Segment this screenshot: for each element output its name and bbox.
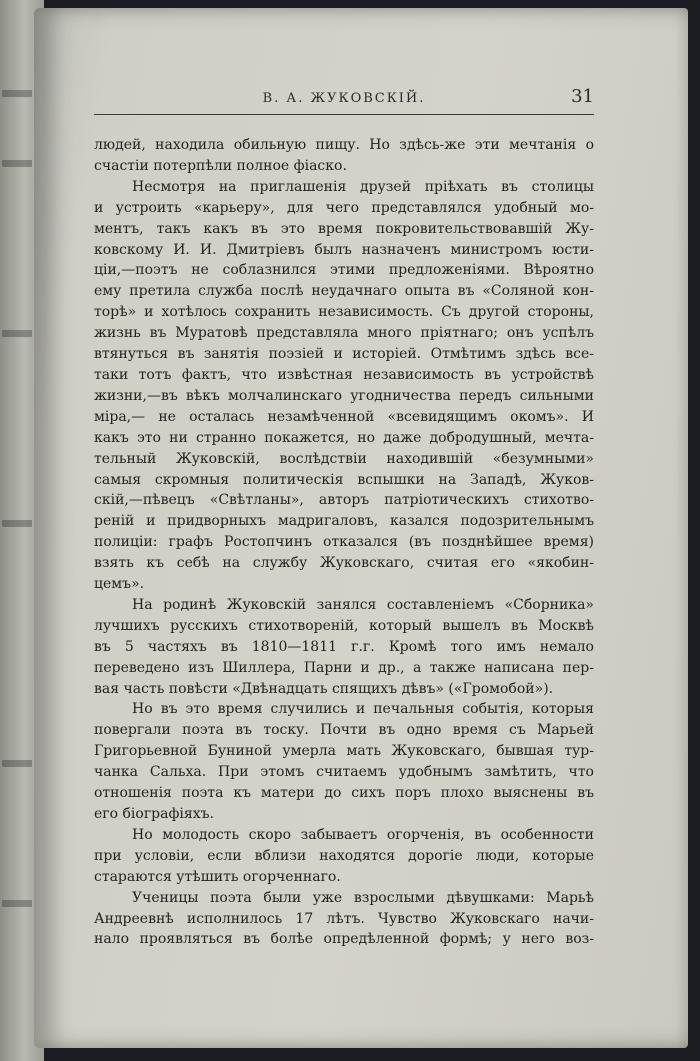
text-line: реній и придворныхъ мадригаловъ, казался подозрительнымъ	[94, 513, 594, 530]
text-line: при условіи, если вблизи находятся дорогіе люди, которые	[94, 847, 594, 864]
running-title: В. А. ЖУКОВСКІЙ.	[262, 91, 426, 106]
text-line: Но молодость скоро забываетъ огорченія, въ особенности	[132, 826, 594, 843]
text-line: взять къ себѣ на службу Жуковскаго, считая его «якобин-	[94, 555, 594, 572]
body-text	[94, 135, 594, 950]
text-line: повергали поэта въ тоску. Почти въ одно время съ Марьей	[94, 722, 594, 739]
text-line: чанка Сальха. При этомъ считаемъ удобнымъ замѣтить, что	[94, 764, 594, 781]
page-number: 31	[571, 86, 594, 107]
text-line: ціи,—поэтъ не соблазнился этими предложеніями. Вѣроятно	[94, 262, 594, 279]
facing-page-text-fragment	[2, 90, 32, 97]
text-line: тельный Жуковскій, вослѣдствіи находившій «безумными»	[94, 450, 594, 467]
text-line: Но въ это время случились и печальныя событія, которыя	[132, 701, 594, 718]
facing-page-text-fragment	[2, 160, 32, 167]
text-line: переведено изъ Шиллера, Парни и др., а также написана пер-	[94, 659, 594, 676]
text-line: жизнь въ Муратовѣ представляла много пріятнаго; онъ успѣлъ	[94, 325, 594, 342]
text-line: вая часть повѣсти «Двѣнадцать спящихъ дѣвъ» («Громобой»).	[94, 680, 554, 697]
text-line: скій,—пѣвецъ «Свѣтланы», авторъ патріотическихъ стихотво-	[94, 492, 594, 509]
text-line: міра,— не осталась незамѣченной «всевидящимъ окомъ». И	[94, 408, 594, 425]
text-line: жизни,—въ вѣкъ молчалинскаго угодничества передъ сильными	[94, 387, 594, 404]
text-line: ковскому И. И. Дмитріевъ былъ назначенъ министромъ юсти-	[94, 241, 594, 258]
text-line: счастіи потерпѣли полное фіаско.	[94, 157, 347, 174]
text-line: и устроить «карьеру», для чего представлялся удобный мо-	[94, 199, 594, 216]
text-line: людей, находила обильную пищу. Но здѣсь-же эти мечтанія о	[94, 137, 594, 153]
text-line: ему претила служба послѣ неудачнаго опыта въ «Соляной кон-	[94, 283, 594, 300]
running-header	[94, 82, 594, 115]
text-line: цемъ».	[94, 576, 145, 593]
text-line: На родинѣ Жуковскій занялся составленіемъ «Сборника»	[132, 596, 594, 613]
facing-page-text-fragment	[2, 520, 32, 527]
text-line: отношенія поэта къ матери до сихъ поръ плохо выяснены въ	[94, 785, 594, 802]
text-line: какъ это ни странно покажется, но даже добродушный, мечта-	[94, 429, 594, 446]
text-line: самыя скромныя политическія вспышки на Западѣ, Жуков-	[94, 471, 594, 488]
text-line: втянуться въ занятія поэзіей и исторіей. Отмѣтимъ здѣсь все-	[94, 346, 594, 363]
book-page	[34, 8, 688, 1048]
text-line: ментъ, такъ какъ въ это время покровительствовавшій Жу-	[94, 220, 594, 237]
text-line: торѣ» и хотѣлось сохранить независимость. Съ другой стороны,	[94, 304, 594, 321]
text-line: въ 5 частяхъ въ 1810—1811 г.г. Кромѣ того имъ немало	[94, 638, 594, 655]
text-line: Несмотря на приглашенія друзей пріѣхать въ столицы	[132, 178, 594, 195]
text-line: его біографіяхъ.	[94, 806, 214, 822]
text-line: таки тотъ фактъ, что извѣстная независимость въ устройствѣ	[94, 366, 594, 383]
text-line: Андреевнѣ исполнилось 17 лѣтъ. Чувство Жуковскаго начи-	[94, 910, 594, 927]
text-line: Григорьевной Буниной умерла мать Жуковскаго, бывшая тур-	[94, 743, 594, 760]
text-line: полиціи: графъ Ростопчинъ отказался (въ позднѣйшее время)	[94, 534, 594, 551]
text-line: нало проявляться въ болѣе опредѣленной формѣ; у него воз-	[94, 931, 594, 948]
facing-page-text-fragment	[2, 760, 32, 767]
text-line: Ученицы поэта были уже взрослыми дѣвушками: Марьѣ	[132, 889, 594, 906]
facing-page-text-fragment	[2, 330, 32, 337]
text-line: лучшихъ русскихъ стихотвореній, который вышелъ въ Москвѣ	[94, 617, 594, 634]
text-line: стараются утѣшить огорченнаго.	[94, 868, 341, 885]
facing-page-text-fragment	[2, 900, 32, 907]
